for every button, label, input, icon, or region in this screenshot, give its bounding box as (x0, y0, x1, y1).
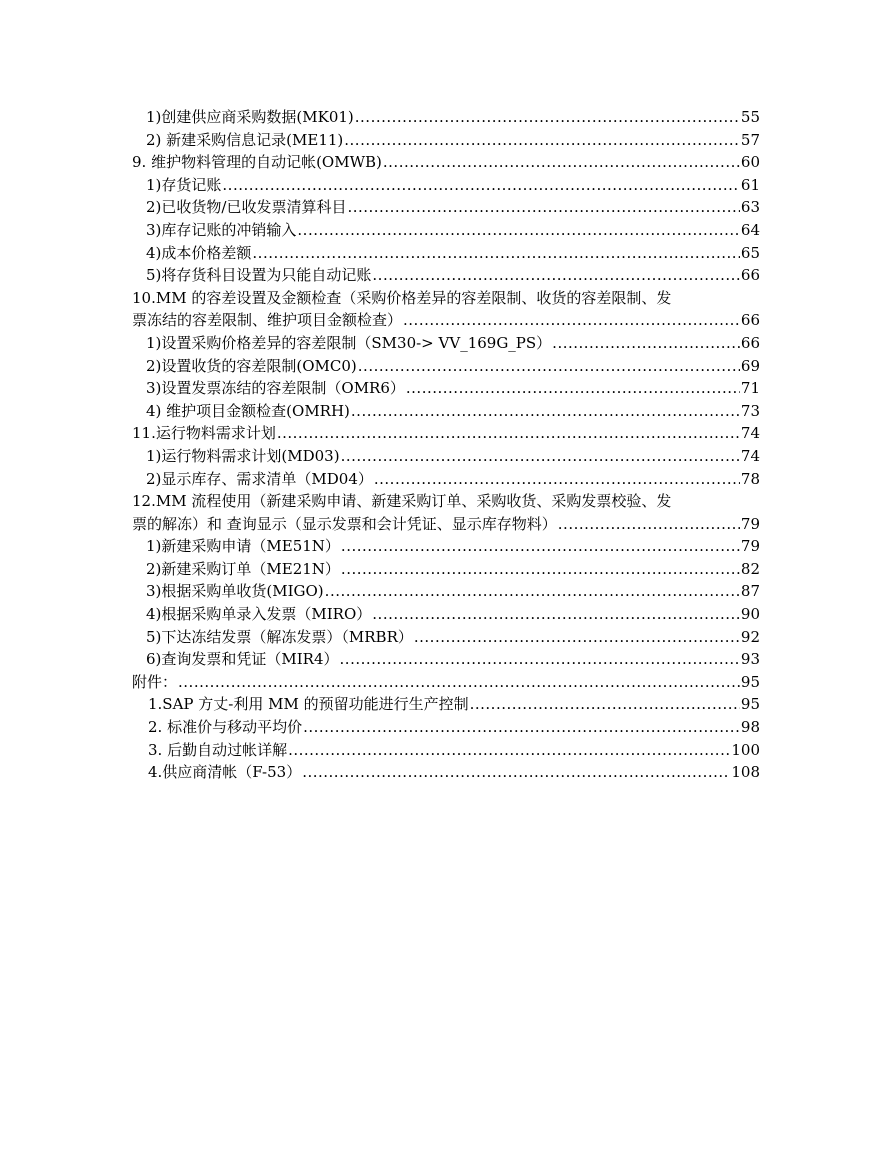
toc-entry-page: 63 (740, 198, 760, 217)
toc-dot-leader (372, 603, 740, 626)
toc-entry-title: 2)已收货物/已收发票清算科目 (146, 198, 347, 217)
toc-entry-title: 5)将存货科目设置为只能自动记账 (146, 266, 372, 285)
toc-dot-leader (277, 422, 740, 445)
toc-entry-page: 108 (731, 763, 760, 782)
toc-dot-leader (372, 264, 740, 287)
toc-entry-title: 4)根据采购单录入发票（MIRO） (146, 605, 372, 624)
toc-entry-title: 4.供应商清帐（F-53） (148, 763, 302, 782)
toc-dot-leader (288, 739, 730, 762)
toc-dot-leader (403, 309, 740, 332)
toc-entry-title: 2. 标准价与移动平均价 (148, 718, 303, 737)
toc-entry[interactable] (132, 332, 760, 355)
toc-entry-page: 74 (740, 424, 760, 443)
toc-entry-page: 95 (740, 672, 760, 691)
toc-dot-leader (347, 196, 739, 219)
toc-entry[interactable] (132, 129, 760, 152)
toc-entry-title: 5)下达冻结发票（解冻发票）（MRBR） (146, 627, 413, 646)
toc-entry-page: 100 (731, 740, 760, 759)
toc-dot-leader (325, 580, 740, 603)
toc-dot-leader (374, 468, 740, 491)
toc-entry-title: 票冻结的容差限制、维护项目金额检查） (132, 311, 403, 330)
toc-entry[interactable] (132, 174, 760, 197)
toc-dot-leader (340, 648, 740, 671)
toc-entry-title: 4)成本价格差额 (146, 243, 252, 262)
toc-dot-leader (178, 671, 740, 694)
toc-entry-title: 3)库存记账的冲销输入 (146, 220, 297, 239)
toc-dot-leader (383, 151, 740, 174)
toc-dot-leader (252, 242, 740, 265)
toc-dot-leader (414, 626, 740, 649)
toc-entry[interactable] (132, 445, 760, 468)
toc-entry-title: 6)查询发票和凭证（MIR4） (146, 650, 339, 669)
toc-entry-title: 2)新建采购订单（ME21N） (146, 559, 340, 578)
toc-entry[interactable] (132, 558, 760, 581)
toc-entry-title: 3)设置发票冻结的容差限制（OMR6） (146, 379, 405, 398)
toc-entry[interactable] (132, 739, 760, 762)
toc-entry-page: 79 (740, 514, 760, 533)
toc-entry[interactable] (132, 693, 760, 716)
toc-entry-page: 71 (740, 379, 760, 398)
toc-entry-page: 93 (740, 650, 760, 669)
toc-entry-page: 82 (740, 559, 760, 578)
toc-entry[interactable] (132, 580, 760, 603)
toc-entry[interactable] (132, 264, 760, 287)
toc-entry[interactable] (132, 377, 760, 400)
toc-entry-title: 票的解冻）和 查询显示（显示发票和会计凭证、显示库存物料） (132, 514, 557, 533)
toc-dot-leader (297, 219, 740, 242)
toc-dot-leader (303, 716, 740, 739)
toc-entry[interactable] (132, 648, 760, 671)
toc-dot-leader (470, 693, 740, 716)
toc-entry-page: 69 (740, 356, 760, 375)
toc-entry-page: 73 (740, 401, 760, 420)
toc-entry-title: 4) 维护项目金额检查(OMRH) (146, 401, 350, 420)
toc-entry[interactable] (132, 603, 760, 626)
toc-entry-page: 95 (740, 695, 760, 714)
toc-section-heading-line1[interactable]: 10.MM 的容差设置及金额检查（采购价格差异的容差限制、收货的容差限制、发 (132, 288, 672, 307)
toc-entry-page: 61 (740, 175, 760, 194)
toc-entry-title: 1)新建采购申请（ME51N） (146, 537, 340, 556)
toc-entry[interactable] (132, 468, 760, 491)
toc-entry-title: 11.运行物料需求计划 (132, 424, 276, 443)
toc-entry-title: 附件： (132, 672, 178, 691)
toc-entry[interactable] (132, 535, 760, 558)
toc-entry-title: 3. 后勤自动过帐详解 (148, 740, 288, 759)
toc-entry-page: 57 (740, 130, 760, 149)
toc-entry[interactable] (132, 106, 760, 129)
toc-entry-title: 2)设置收货的容差限制(OMC0) (146, 356, 357, 375)
toc-entry-page: 74 (740, 446, 760, 465)
toc-entry-page: 60 (740, 153, 760, 172)
toc-section-heading[interactable] (132, 151, 760, 174)
toc-entry[interactable] (132, 761, 760, 784)
toc-dot-leader (341, 558, 740, 581)
toc-dot-leader (341, 445, 740, 468)
toc-entry-title: 2) 新建采购信息记录(ME11) (146, 130, 344, 149)
toc-entry-title: 1)设置采购价格差异的容差限制（SM30-> VV_169G_PS） (146, 333, 552, 352)
toc-entry-title: 1.SAP 方丈-利用 MM 的预留功能进行生产控制 (148, 695, 469, 714)
toc-section-heading-line1[interactable]: 12.MM 流程使用（新建采购申请、新建采购订单、采购收货、采购发票校验、发 (132, 492, 672, 511)
toc-entry[interactable] (132, 716, 760, 739)
toc-entry-title: 3)根据采购单收货(MIGO) (146, 582, 324, 601)
toc-dot-leader (406, 377, 740, 400)
toc-section-heading-line2[interactable] (132, 513, 760, 536)
toc-entry-title: 2)显示库存、需求清单（MD04） (146, 469, 373, 488)
toc-section-heading-line2[interactable] (132, 309, 760, 332)
toc-entry-page: 79 (740, 537, 760, 556)
toc-entry-title: 1)存货记账 (146, 175, 222, 194)
toc-entry[interactable] (132, 242, 760, 265)
toc-dot-leader (341, 535, 740, 558)
table-of-contents (132, 106, 760, 784)
toc-entry[interactable] (132, 626, 760, 649)
toc-entry-page: 87 (740, 582, 760, 601)
toc-entry[interactable] (132, 196, 760, 219)
toc-dot-leader (351, 400, 740, 423)
toc-entry-page: 65 (740, 243, 760, 262)
toc-dot-leader (358, 355, 740, 378)
toc-entry[interactable] (132, 400, 760, 423)
toc-entry-page: 92 (740, 627, 760, 646)
toc-entry[interactable] (132, 219, 760, 242)
toc-dot-leader (302, 761, 730, 784)
toc-entry-page: 55 (740, 108, 760, 126)
toc-entry-title: 1)创建供应商采购数据(MK01) (146, 108, 354, 126)
toc-entry-page: 78 (740, 469, 760, 488)
toc-dot-leader (344, 129, 740, 152)
toc-entry-title: 9. 维护物料管理的自动记帐(OMWB) (132, 153, 382, 172)
toc-dot-leader (222, 174, 740, 197)
toc-entry-page: 66 (740, 333, 760, 352)
toc-entry-page: 66 (740, 266, 760, 285)
toc-entry-page: 64 (740, 220, 760, 239)
toc-section-heading[interactable] (132, 422, 760, 445)
toc-entry-title: 1)运行物料需求计划(MD03) (146, 446, 340, 465)
toc-entry-page: 66 (740, 311, 760, 330)
toc-entry-page: 90 (740, 605, 760, 624)
toc-dot-leader (558, 513, 740, 536)
toc-section-heading[interactable] (132, 671, 760, 694)
toc-entry-page: 98 (740, 718, 760, 737)
toc-dot-leader (355, 106, 740, 129)
toc-dot-leader (552, 332, 740, 355)
toc-entry[interactable] (132, 355, 760, 378)
